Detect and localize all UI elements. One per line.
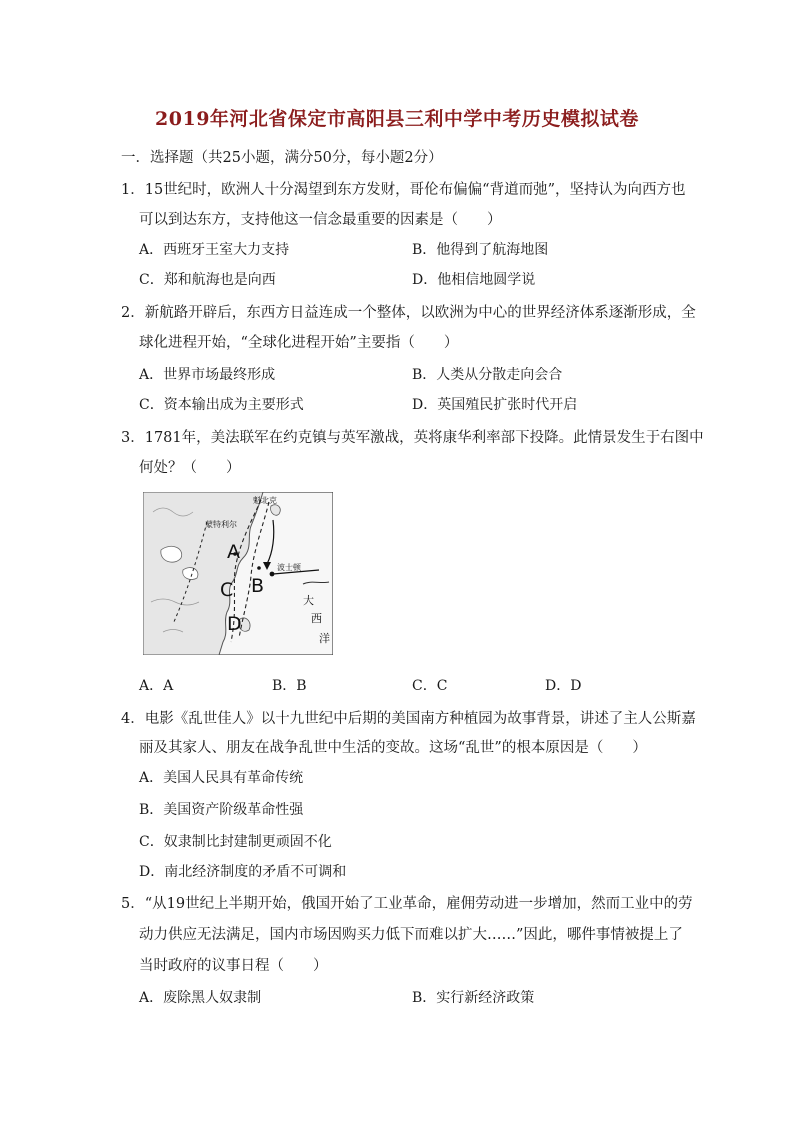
question-2-option-b[interactable]: B．人类从分散走向会合 [412,367,563,383]
question-5-option-a[interactable]: A．废除黑人奴隶制 [139,990,262,1006]
map-point-d: D [227,613,242,635]
question-1-option-d[interactable]: D．他相信地圆学说 [412,272,536,288]
question-4-line-2: 丽及其家人、朋友在战争乱世中生活的变故。这场“乱世”的根本原因是（ ） [139,740,647,756]
question-1-option-a[interactable]: A．西班牙王室大力支持 [139,242,290,258]
question-2-option-c[interactable]: C．资本输出成为主要形式 [139,397,304,413]
question-5-line-1: 5．“从19世纪上半期开始，俄国开始了工业革命，雇佣劳动进一步增加，然而工业中的劳 [121,896,693,912]
question-5-option-b[interactable]: B．实行新经济政策 [412,990,535,1006]
question-3-line-1: 3．1781年，美法联军在约克镇与英军激战，英将康华利率部下投降。此情景发生于右图中 [121,430,704,446]
question-3-option-b[interactable]: B．B [272,678,307,694]
question-4-option-d[interactable]: D．南北经济制度的矛盾不可调和 [139,864,347,880]
map-label-montreal: 蒙特利尔 [205,520,237,529]
map-label-boston: 波士顿 [277,563,301,572]
map-figure [143,492,333,655]
map-label-ocean-2: 西 [311,612,322,625]
map-label-quebec: 魁北克 [253,496,277,505]
section-heading: 一．选择题（共25小题，满分50分，每小题2分） [121,150,443,166]
question-2-line-1: 2．新航路开辟后，东西方日益连成一个整体，以欧洲为中心的世界经济体系逐渐形成，全 [121,305,696,321]
map-point-c: C [220,579,234,601]
map-point-a: A [227,541,240,563]
question-4-option-a[interactable]: A．美国人民具有革命传统 [139,770,304,786]
map-point-b: B [251,575,265,597]
question-2-option-d[interactable]: D．英国殖民扩张时代开启 [412,397,578,413]
question-3-line-2: 何处？（ ） [139,460,241,476]
exam-title: 2019年河北省保定市高阳县三利中学中考历史模拟试卷 [155,108,639,130]
question-2-option-a[interactable]: A．世界市场最终形成 [139,367,276,383]
question-5-line-2: 动力供应无法满足，国内市场因购买力低下而难以扩大……”因此，哪件事情被提上了 [139,927,683,943]
question-3-option-a[interactable]: A．A [139,678,174,694]
question-2-line-2: 球化进程开始，“全球化进程开始”主要指（ ） [139,335,459,351]
question-4-option-b[interactable]: B．美国资产阶级革命性强 [139,802,304,818]
question-1-line-1: 1．15世纪时，欧洲人十分渴望到东方发财，哥伦布偏偏“背道而弛”，坚持认为向西方也 [121,182,686,198]
question-1-option-b[interactable]: B．他得到了航海地图 [412,242,549,258]
map-label-ocean-3: 洋 [319,632,330,645]
question-1-option-c[interactable]: C．郑和航海也是向西 [139,272,276,288]
question-1-line-2: 可以到达东方，支持他这一信念最重要的因素是（ ） [139,212,502,228]
question-4-option-c[interactable]: C．奴隶制比封建制更顽固不化 [139,834,332,850]
question-3-option-c[interactable]: C．C [412,678,448,694]
question-3-option-d[interactable]: D．D [545,678,582,694]
question-5-line-3: 当时政府的议事日程（ ） [139,958,328,974]
question-4-line-1: 4．电影《乱世佳人》以十九世纪中后期的美国南方种植园为故事背景，讲述了主人公斯嘉 [121,711,696,727]
map-label-ocean-1: 大 [303,594,314,607]
